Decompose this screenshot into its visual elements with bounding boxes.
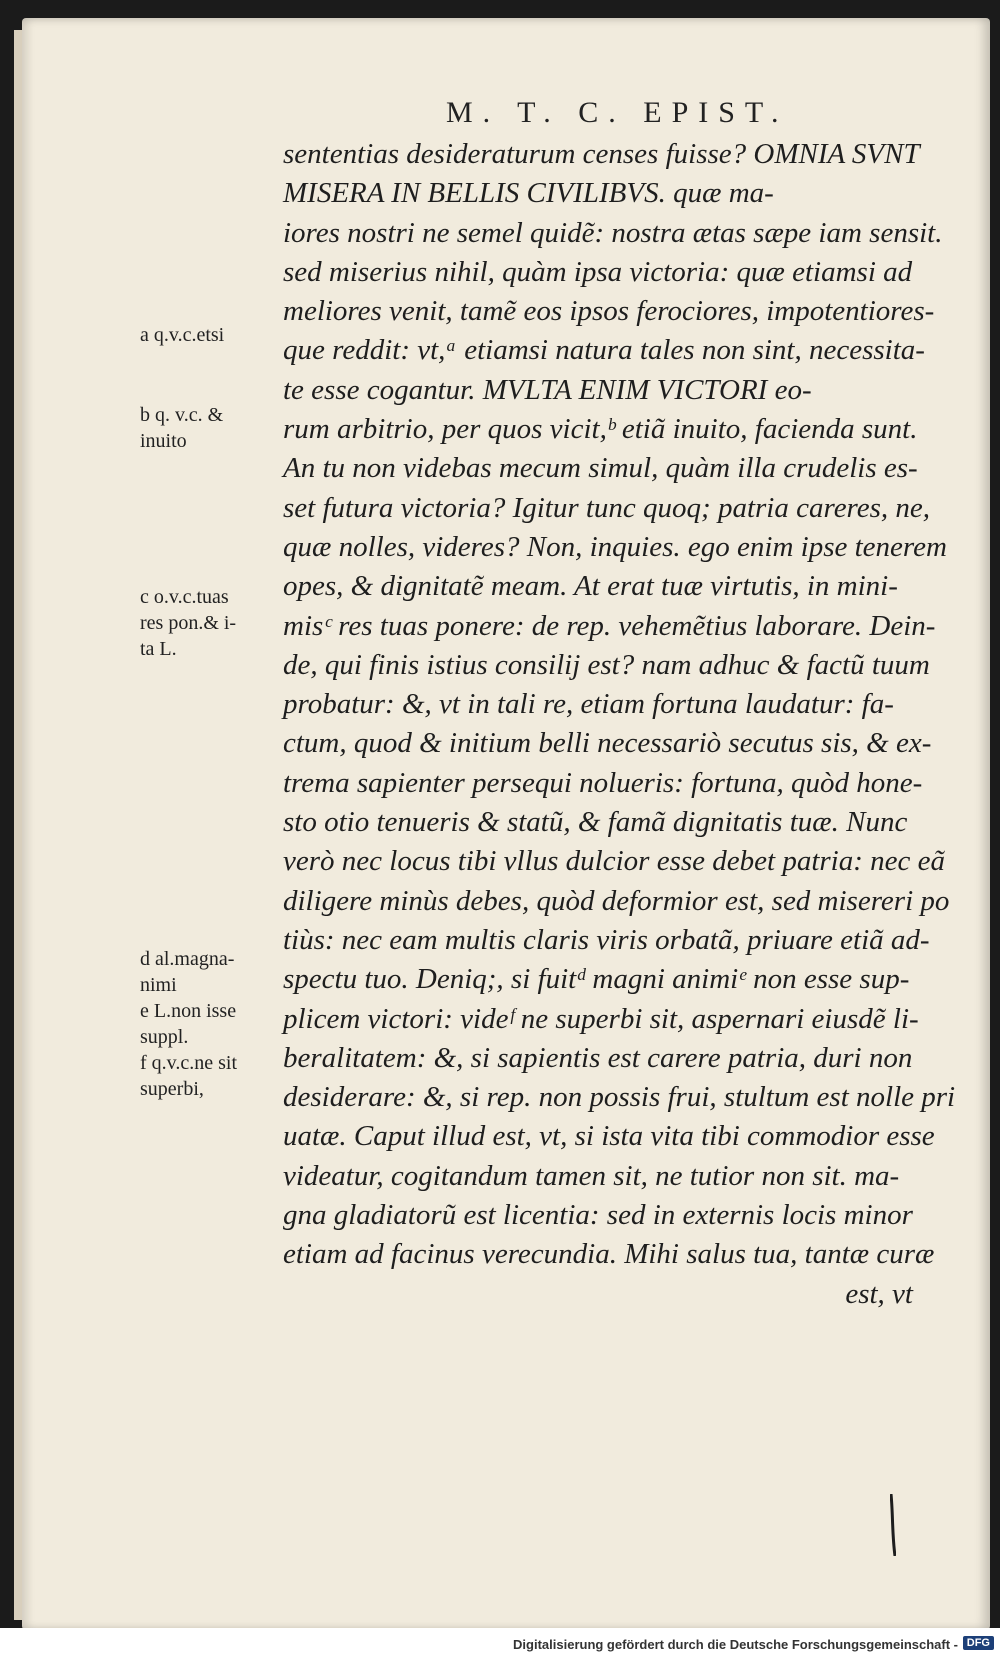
body-line: meliores venit, tamẽ eos ipsos ferociores, impotentiores- xyxy=(283,295,935,328)
body-line: sto otio tenueris & statũ, & famã dignitatis tuæ. Nunc xyxy=(283,806,908,839)
margin-note-line: e L.non isse xyxy=(140,1000,237,1022)
ink-stroke-mark xyxy=(890,1494,896,1556)
body-line: set futura victoria? Igitur tunc quoq; patria careres, ne, xyxy=(283,491,931,524)
body-text xyxy=(283,135,956,1314)
body-line: est, vt xyxy=(845,1277,913,1310)
margin-note-d xyxy=(140,946,234,998)
dfg-logo: DFG xyxy=(963,1636,994,1650)
body-line: diligere minùs debes, quòd deformior est, sed misereri po xyxy=(283,884,950,917)
body-line: beralitatem: &, si sapientis est carere patria, duri non xyxy=(283,1041,913,1074)
body-line: iores nostri ne semel quidẽ: nostra ætas sæpe iam sensit. xyxy=(283,216,943,249)
body-line: tiùs: nec eam multis claris viris orbatã, priuare etiã ad- xyxy=(283,923,930,956)
body-line: plicem victori: videᶠ ne superbi sit, aspernari eiusdẽ li- xyxy=(283,1002,919,1035)
margin-note-line: a q.v.c.etsi xyxy=(140,324,225,346)
body-line: videatur, cogitandum tamen sit, ne tutior non sit. ma- xyxy=(283,1159,900,1192)
page-edge xyxy=(14,30,22,1620)
body-line: ctum, quod & initium belli necessariò secutus sis, & ex- xyxy=(283,727,932,760)
body-line: que reddit: vt,ᵃ etiamsi natura tales non sint, necessita- xyxy=(283,334,925,367)
margin-note-line: ta L. xyxy=(140,638,177,660)
margin-note-f xyxy=(140,1050,237,1102)
margin-note-line: nimi xyxy=(140,974,177,996)
margin-note-b xyxy=(140,402,223,454)
body-line: uatæ. Caput illud est, vt, si ista vita tibi commodior esse xyxy=(283,1120,935,1153)
margin-note-a xyxy=(140,322,224,348)
body-line: sed miserius nihil, quàm ipsa victoria: quæ etiamsi ad xyxy=(283,255,913,288)
body-line: de, qui finis istius consilij est? nam adhuc & factũ tuum xyxy=(283,648,930,681)
body-line: probatur: &, vt in tali re, etiam fortuna laudatur: fa- xyxy=(283,688,894,721)
footer-credit: Digitalisierung gefördert durch die Deutsche Forschungsgemeinschaft - xyxy=(513,1637,958,1652)
body-line: An tu non videbas mecum simul, quàm illa crudelis es- xyxy=(283,452,918,485)
margin-note-line: inuito xyxy=(140,430,187,452)
margin-note-line: suppl. xyxy=(140,1026,189,1048)
body-line: gna gladiatorũ est licentia: sed in externis locis minor xyxy=(283,1199,913,1232)
body-line: rum arbitrio, per quos vicit,ᵇ etiã inuito, facienda sunt. xyxy=(283,413,918,446)
margin-note-c xyxy=(140,584,236,662)
body-line: te esse cogantur. MVLTA ENIM VICTORI eo- xyxy=(283,373,812,406)
body-line: quæ nolles, videres? Non, inquies. ego enim ipse tenerem xyxy=(283,530,947,563)
margin-note-e xyxy=(140,998,236,1050)
margin-note-line: c o.v.c.tuas xyxy=(140,586,229,608)
body-line: trema sapienter persequi nolueris: fortuna, quòd hone- xyxy=(283,766,923,799)
margin-note-line: superbi, xyxy=(140,1078,204,1100)
margin-note-line: f q.v.c.ne sit xyxy=(140,1052,238,1074)
margin-note-line: d al.magna- xyxy=(140,948,235,970)
margin-note-line: res pon.& i- xyxy=(140,612,237,634)
margin-note-line: b q. v.c. & xyxy=(140,404,224,426)
running-head: M. T. C. EPIST. xyxy=(446,96,789,129)
body-line: spectu tuo. Deniq;, si fuitᵈ magni animiᵉ non esse sup- xyxy=(283,963,910,996)
body-line: MISERA IN BELLIS CIVILIBVS. quæ ma- xyxy=(283,177,774,210)
body-line: verò nec locus tibi vllus dulcior esse debet patria: nec eã xyxy=(283,845,945,878)
body-line: opes, & dignitatẽ meam. At erat tuæ virtutis, in mini- xyxy=(283,570,898,603)
body-line: misᶜ res tuas ponere: de rep. vehemẽtius laborare. Dein- xyxy=(283,609,936,642)
body-line: sententias desideraturum censes fuisse? OMNIA SVNT xyxy=(283,138,920,170)
body-line: etiam ad facinus verecundia. Mihi salus tua, tantæ curæ xyxy=(283,1238,935,1271)
body-line: desiderare: &, si rep. non possis frui, stultum est nolle pri xyxy=(283,1081,956,1114)
